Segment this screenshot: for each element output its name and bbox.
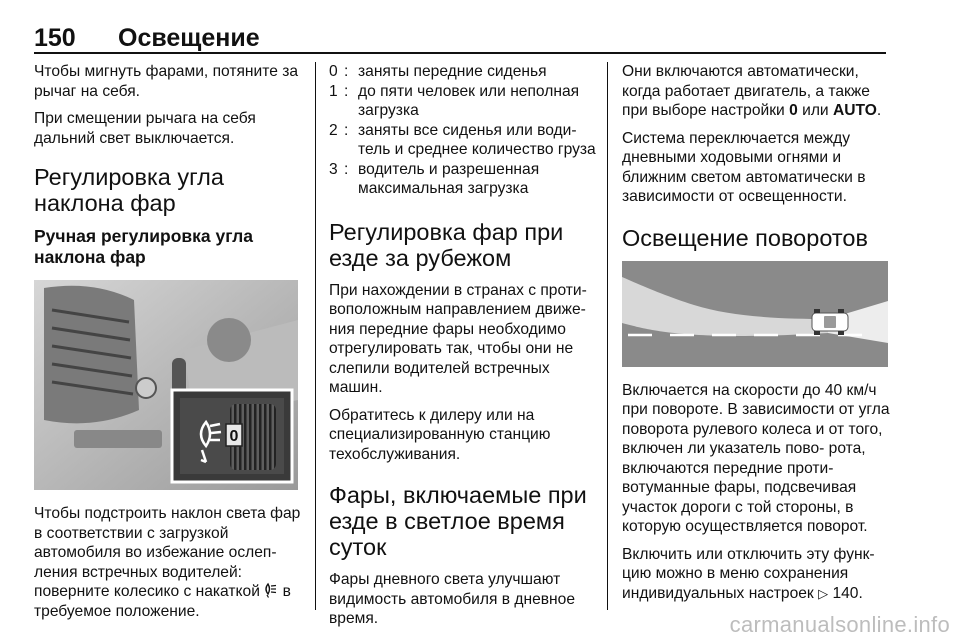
paragraph-daytime-running-lights: Фары дневного света улучшают видимость автомобиля в дневное время. [329,571,575,627]
heading-abroad: Регулировка фар при езде за рубежом [329,218,564,271]
subheading-manual-range: Ручная регулировка угла наклона фар [34,226,253,267]
page-reference[interactable]: 140. [832,584,863,602]
column-3 [622,62,894,611]
paragraph-cornering: Включается на скорости до 40 км/ч при повороте. В зависимости от угла поворота рулевого колеса и от того, включен ли указатель пово- рота, включаются передние проти- вотуманные фары, подсвечивая участок дороги с той стороны, в которую осуществляется поворот. [622,381,890,535]
column-2 [329,62,601,637]
page-number: 150 [34,24,76,52]
column-divider-2 [607,62,608,610]
steering-column-stalk [207,318,251,362]
paragraph-adjust-range: Чтобы подстроить наклон света фар в соответствии с загрузкой автомобиля во избежание ослеп- ления встречных водителей: поверните колесико с накаткой в требуемое положение. [34,505,301,620]
paragraph-flash: Чтобы мигнуть фарами, потяните за рычаг на себя. [34,63,299,100]
air-vent [44,286,139,424]
thumbwheel-zero-label: 0 [229,428,239,445]
paragraph-auto-switch: Система переключается между дневными ходовыми огнями и ближним светом автоматически в зависимости от освещенности. [622,129,866,205]
page-section-title: Освещение [118,24,260,52]
heading-cornering-light: Освещение поворотов [622,224,868,251]
car-icon [812,309,848,335]
cornering-light-diagram [622,261,888,367]
load-list [329,62,601,199]
heading-headlight-range: Регулировка угла наклона фар [34,164,224,216]
header-rule [34,52,886,54]
paragraph-high-beam-off: При смещении рычага на себя дальний свет выключается. [34,110,256,147]
paragraph-auto-on: Они включаются автоматически, когда работает двигатель, а также при выборе настройки 0 или AUTO. [622,63,882,119]
headlamp-range-icon [264,582,278,598]
setting-zero: 0 [789,102,798,119]
watermark: carmanualsonline.info [729,612,950,637]
column-1 [34,62,302,629]
dashboard-photo [34,280,298,490]
page-reference-icon: ▷ [818,585,829,601]
page-header [34,18,886,54]
setting-auto: AUTO [833,102,877,119]
list-item: 2 : заняты все сиденья или води- тель и среднее количество груза [329,121,596,158]
column-divider-1 [315,62,316,610]
paragraph-abroad: При нахождении в странах с проти- воположным направлением движе- ния передние фары необходимо отрегулировать так, чтобы они не слепили водителей встречных машин. [329,281,587,396]
list-item: 3 : водитель и разрешенная максимальная загрузка [329,160,540,197]
paragraph-dealer: Обратитесь к дилеру или на специализированную станцию техобслуживания. [329,406,551,463]
paragraph-menu: Включить или отключить эту функ- цию можно в меню сохранения индивидуальных настроек ▷ 140. [622,545,875,602]
list-item: 1 : до пяти человек или неполная загрузка [329,82,580,119]
heading-daytime-running-lights: Фары, включаемые при езде в светлое время суток [329,482,587,560]
list-item: 0 : заняты передние сиденья [329,63,547,80]
